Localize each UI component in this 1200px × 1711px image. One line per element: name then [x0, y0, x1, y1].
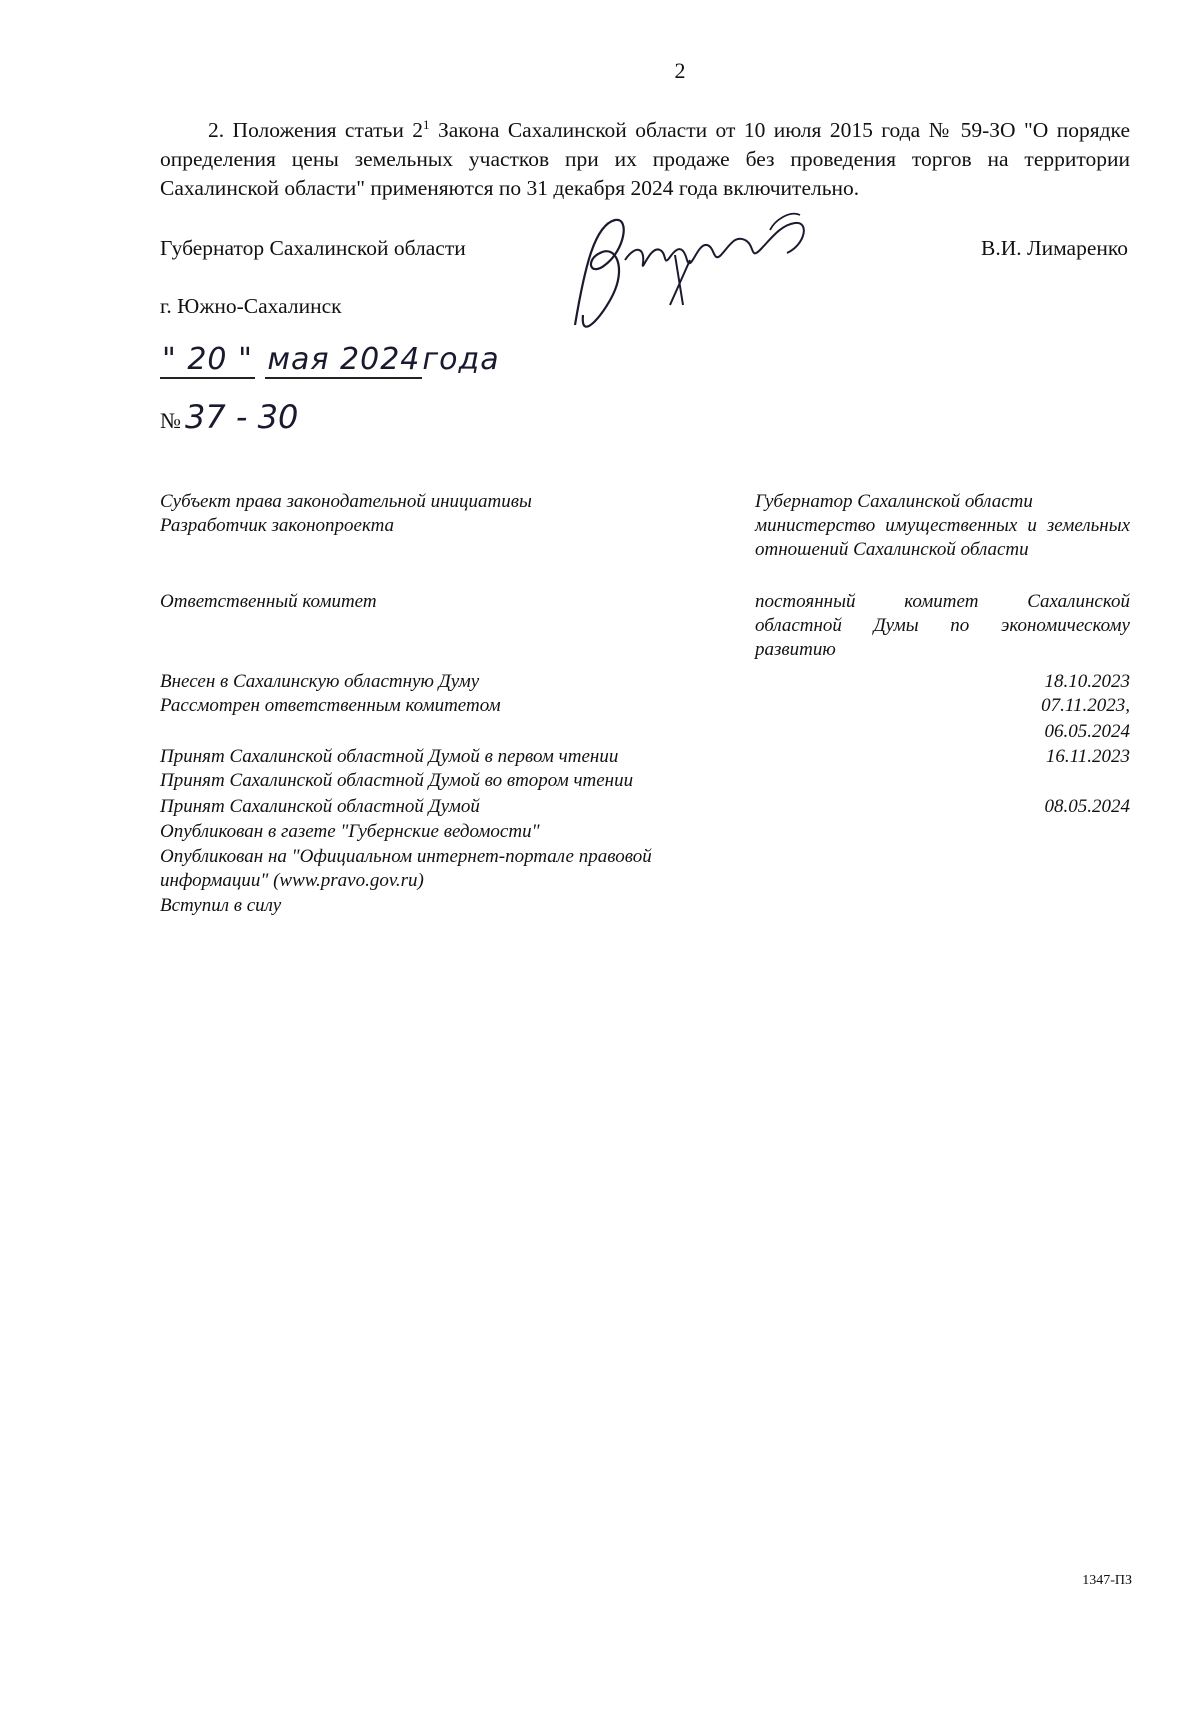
reviewed-label: Рассмотрен ответственным комитетом — [160, 695, 501, 716]
adopted-date: 08.05.2024 — [1044, 796, 1130, 817]
paragraph-text-rest: Закона Сахалинской области от 10 июля 2015 года № 59-ЗО "О порядке определения цены земельных участков при их продаже без проведения торгов на территории Сахалинской области" применяются по 31 декабря 2024 года включительно. — [160, 118, 1130, 200]
law-number: 37 - 30 — [185, 398, 299, 436]
document-code: 1347-ПЗ — [1082, 1573, 1132, 1588]
committee-label: Ответственный комитет — [160, 591, 377, 612]
initiative-value: Губернатор Сахалинской области — [755, 491, 1033, 512]
developer-label: Разработчик законопроекта — [160, 515, 395, 536]
signatory-position: Губернатор Сахалинской области — [160, 236, 466, 260]
governor-signature — [555, 205, 875, 355]
adopted-label: Принят Сахалинской областной Думой — [160, 796, 480, 817]
signatory-name: В.И. Лимаренко — [981, 236, 1128, 260]
date-month-year: мая 2024 — [267, 342, 421, 377]
second-reading-label: Принят Сахалинской областной Думой во втором чтении — [160, 770, 634, 791]
published-gazette-label: Опубликован в газете "Губернские ведомости" — [160, 821, 540, 842]
paragraph-text-start: 2. Положения статьи 2 — [208, 118, 424, 142]
submitted-date: 18.10.2023 — [1044, 671, 1130, 692]
date-suffix: года — [422, 342, 500, 377]
handwritten-law-number — [160, 398, 298, 436]
city: г. Южно-Сахалинск — [160, 294, 342, 318]
reviewed-date-1: 07.11.2023, — [1041, 695, 1130, 716]
committee-value: постоянный комитет Сахалинской областной Думы по экономическому развитию — [755, 591, 1130, 660]
developer-value: министерство имущественных и земельных отношений Сахалинской области — [755, 515, 1130, 560]
page-number: 2 — [674, 58, 686, 83]
article-superscript: 1 — [423, 116, 430, 132]
handwritten-date: " 20 " мая 2024года — [162, 342, 500, 377]
first-reading-label: Принят Сахалинской областной Думой в первом чтении — [160, 746, 619, 767]
article-paragraph — [160, 116, 1130, 203]
number-sign: № — [160, 408, 181, 433]
initiative-label: Субъект права законодательной инициативы — [160, 491, 532, 512]
published-portal-label-line1: Опубликован на "Официальном интернет-портале правовой — [160, 846, 652, 867]
submitted-label: Внесен в Сахалинскую областную Думу — [160, 671, 480, 692]
published-portal-label-line2: информации" (www.pravo.gov.ru) — [160, 870, 424, 891]
first-reading-date: 16.11.2023 — [1045, 746, 1130, 767]
in-force-label: Вступил в силу — [160, 895, 282, 916]
reviewed-date-2: 06.05.2024 — [1044, 721, 1130, 742]
date-day: 20 — [187, 342, 228, 377]
